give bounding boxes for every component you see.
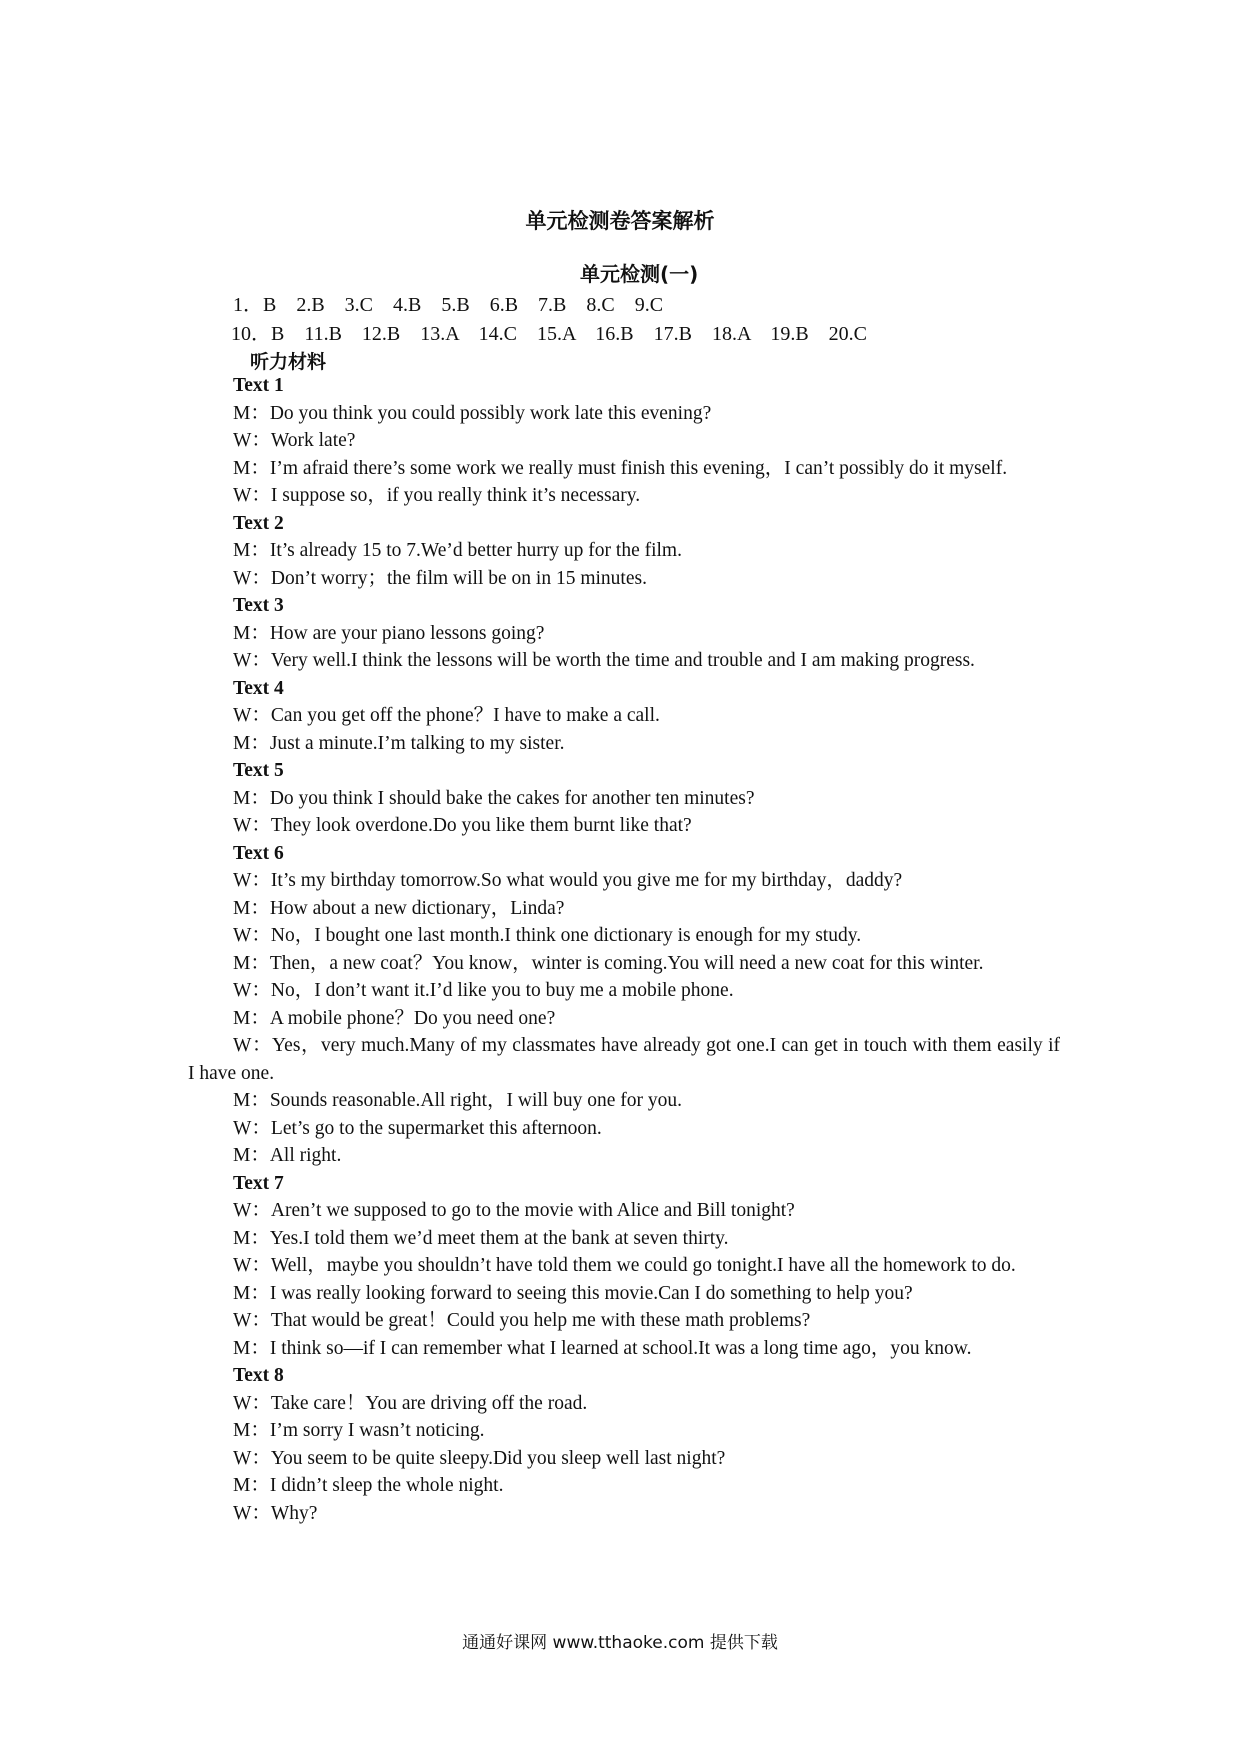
dialogue-line: M：I’m afraid there’s some work we really must finish this evening，I can’t possibly do it myself. xyxy=(233,457,1008,479)
dialogue-line: M：How are your piano lessons going? xyxy=(233,622,545,644)
unit-title: 单元检测(一) xyxy=(580,262,699,286)
dialogue-line: M：Just a minute.I’m talking to my sister. xyxy=(233,732,565,754)
dialogue-line: W：No，I bought one last month.I think one dictionary is enough for my study. xyxy=(233,925,862,946)
dialogue-line: W：Aren’t we supposed to go to the movie with Alice and Bill tonight? xyxy=(233,1200,795,1221)
text-heading: Text 6 xyxy=(233,842,284,864)
dialogue-line: W：Well，maybe you shouldn’t have told them we could go tonight.I have all the homework to do. xyxy=(233,1255,1016,1276)
dialogue-line: W：Can you get off the phone？I have to make a call. xyxy=(233,705,660,726)
text-heading: Text 8 xyxy=(233,1365,284,1386)
dialogue-line: M：A mobile phone？Do you need one? xyxy=(233,1007,556,1029)
dialogue-line: W：Don’t worry；the film will be on in 15 minutes. xyxy=(233,567,647,589)
listening-material-heading: 听力材料 xyxy=(250,351,327,373)
dialogue-line: M：It’s already 15 to 7.We’d better hurry up for the film. xyxy=(233,540,682,561)
dialogue-line: W：Work late? xyxy=(233,430,356,451)
dialogue-line: W：Very well.I think the lessons will be worth the time and trouble and I am making progress. xyxy=(233,650,975,671)
answer-key-line-2: 10．B 11.B 12.B 13.A 14.C 15.A 16.B 17.B 18.A 19.B 20.C xyxy=(231,323,867,345)
dialogue-line: M：I was really looking forward to seeing this movie.Can I do something to help you? xyxy=(233,1282,913,1304)
answer-key-line-1: 1．B 2.B 3.C 4.B 5.B 6.B 7.B 8.C 9.C xyxy=(233,294,664,316)
text-heading: Text 4 xyxy=(233,677,284,699)
dialogue-line: W：Yes，very much.Many of my classmates have already got one.I can get in touch with them easily if I have one. xyxy=(188,1035,1060,1084)
dialogue-line: M：Do you think you could possibly work late this evening? xyxy=(233,402,712,424)
text-heading: Text 3 xyxy=(233,595,284,616)
dialogue-line: W：They look overdone.Do you like them burnt like that? xyxy=(233,815,692,836)
text-heading: Text 2 xyxy=(233,512,284,534)
dialogue-line: M：I think so—if I can remember what I learned at school.It was a long time ago，you know. xyxy=(233,1337,972,1359)
dialogue-line: M：Do you think I should bake the cakes for another ten minutes? xyxy=(233,787,755,809)
dialogue-line: M：Yes.I told them we’d meet them at the bank at seven thirty. xyxy=(233,1227,729,1249)
text-heading: Text 5 xyxy=(233,760,284,781)
dialogue-line: M：Sounds reasonable.All right，I will buy one for you. xyxy=(233,1090,682,1111)
dialogue-line: W：Let’s go to the supermarket this afternoon. xyxy=(233,1117,602,1139)
document-title: 单元检测卷答案解析 xyxy=(525,209,715,233)
text-heading: Text 7 xyxy=(233,1172,284,1194)
dialogue-line: M：Then，a new coat？You know，winter is coming.You will need a new coat for this winter. xyxy=(233,952,984,974)
dialogue-line: M：I didn’t sleep the whole night. xyxy=(233,1475,504,1496)
dialogue-line: W：I suppose so，if you really think it’s necessary. xyxy=(233,485,641,506)
dialogue-line: W：Take care！You are driving off the road. xyxy=(233,1392,588,1414)
listening-transcript xyxy=(188,372,1060,1527)
dialogue-line: M：I’m sorry I wasn’t noticing. xyxy=(233,1420,485,1441)
dialogue-line: W：You seem to be quite sleepy.Did you sleep well last night? xyxy=(233,1447,726,1469)
dialogue-line: W：No，I don’t want it.I’d like you to buy me a mobile phone. xyxy=(233,980,734,1001)
dialogue-line: W：That would be great！Could you help me with these math problems? xyxy=(233,1310,811,1331)
dialogue-line: W：Why? xyxy=(233,1502,318,1524)
text-heading: Text 1 xyxy=(233,375,284,396)
page-footer: 通通好课网 www.tthaoke.com 提供下载 xyxy=(462,1633,778,1653)
dialogue-line: M：All right. xyxy=(233,1145,342,1166)
dialogue-line: W：It’s my birthday tomorrow.So what would you give me for my birthday，daddy? xyxy=(233,870,903,891)
dialogue-line: M：How about a new dictionary，Linda? xyxy=(233,897,565,919)
